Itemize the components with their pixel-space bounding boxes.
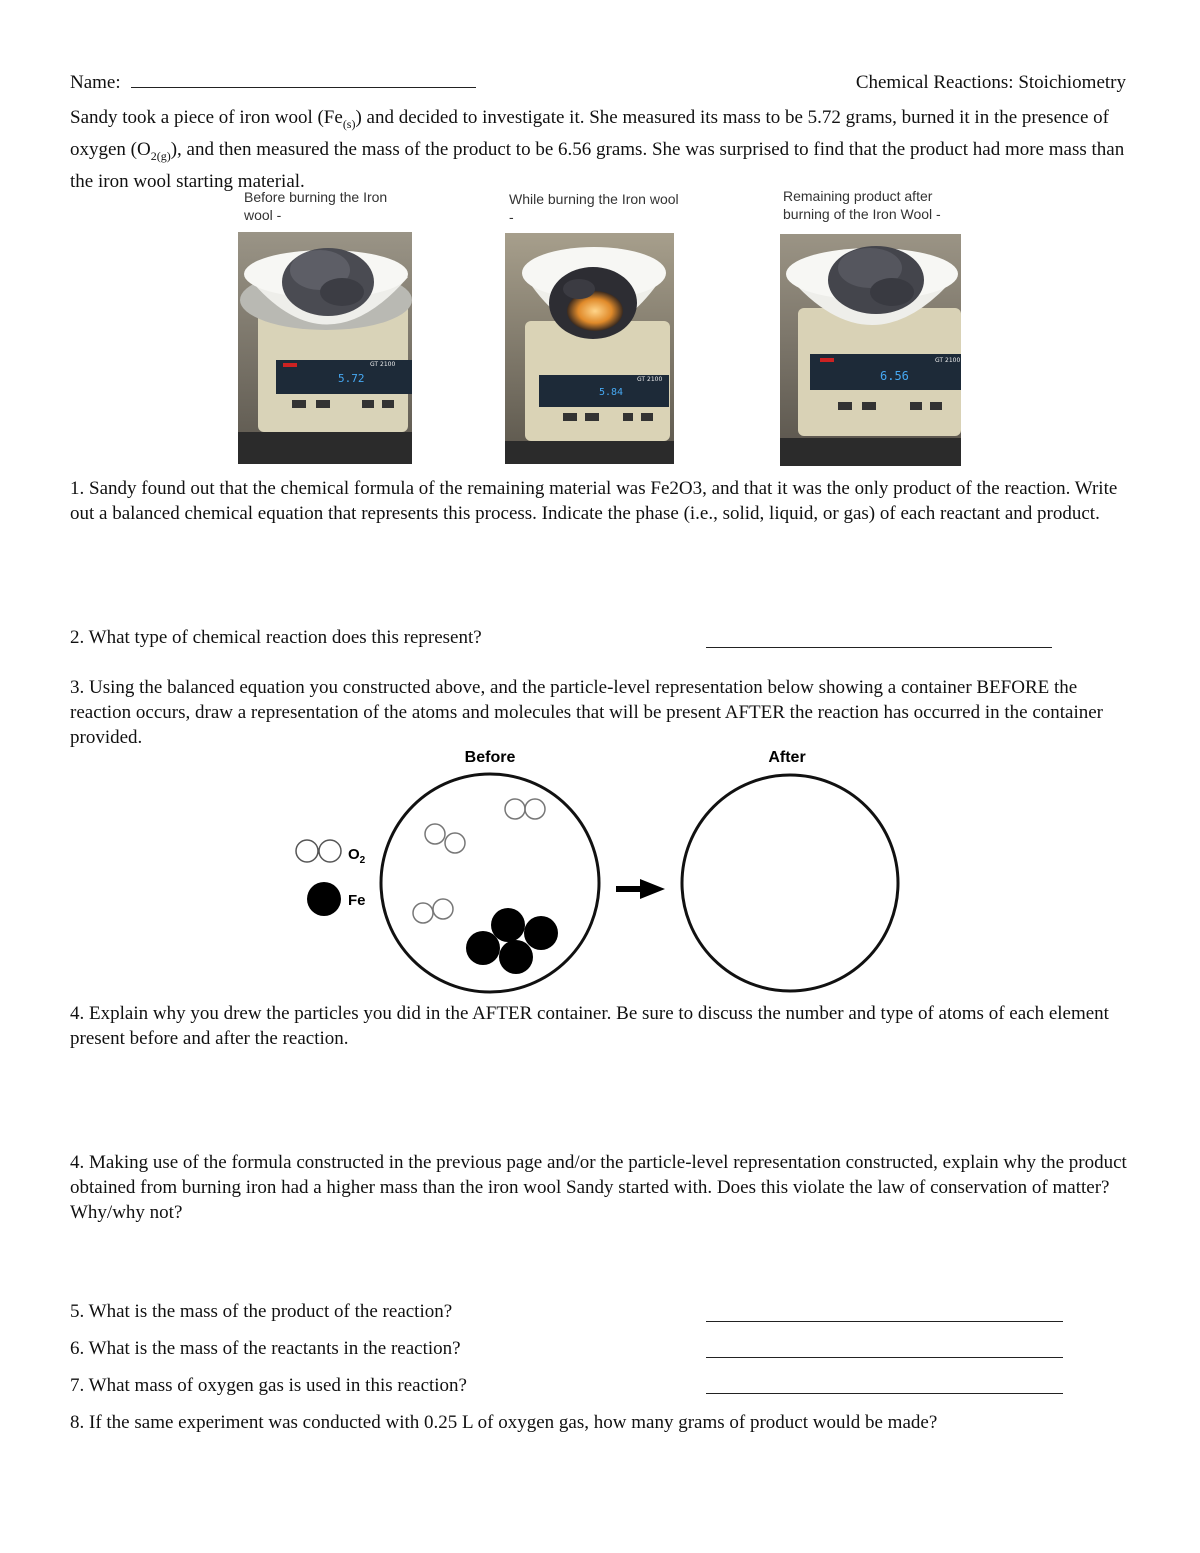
- legend-fe-atom: [307, 882, 341, 916]
- scale-reading-after: 6.56: [880, 369, 909, 383]
- photo-before-burning: [238, 232, 412, 464]
- scale-brand-before: GT 2100: [370, 361, 396, 368]
- photo-caption-after: Remaining product after burning of the Iron Wool -: [783, 188, 941, 222]
- question-4-conservation: 4. Making use of the formula constructed in the previous page and/or the particle-level representation constructed, explain why the product obtained from burning iron had a higher mass than the iron wool Sandy started with. Does this violate the law of conservation of matter? Why/why not?: [70, 1152, 1127, 1223]
- reaction-arrow: [616, 879, 665, 899]
- scale-brand-after: GT 2100: [935, 357, 961, 364]
- before-fe-atom: [466, 931, 500, 965]
- photo-after-burning: [780, 234, 961, 466]
- question-1: 1. Sandy found out that the chemical formula of the remaining material was Fe2O3, and that it was the only product of the reaction. Write out a balanced chemical equation that represents this process. Indicate the phase (i.e., solid, liquid, or gas) of each reactant and product.: [70, 478, 1118, 524]
- after-container[interactable]: [682, 775, 898, 991]
- before-o2-molecule: [413, 899, 453, 923]
- legend-o2-label: $O_2$: [348, 846, 366, 866]
- question-6: 6. What is the mass of the reactants in the reaction?: [70, 1338, 461, 1359]
- intro-paragraph: [70, 105, 1130, 194]
- before-o2-molecule: [505, 799, 545, 819]
- question-4-explain: 4. Explain why you drew the particles you did in the AFTER container. Be sure to discuss the number and type of atoms of each element present before and after the reaction.: [70, 1003, 1109, 1049]
- o2-subscript: 2(g): [150, 148, 171, 163]
- legend-o2-atom-left: [296, 840, 318, 862]
- course-title: Chemical Reactions: Stoichiometry: [855, 72, 1126, 93]
- fe-subscript: (s): [342, 116, 356, 131]
- scale-reading-during: 5.84: [599, 387, 624, 398]
- intro-text-1: Sandy took a piece of iron wool (Fe: [70, 107, 343, 128]
- before-o2-molecule: [425, 824, 465, 853]
- before-fe-atom: [499, 940, 533, 974]
- question-3: 3. Using the balanced equation you constructed above, and the particle-level representation below showing a container BEFORE the reaction occurs, draw a representation of the atoms and molecules that will be present AFTER the reaction has occurred in the container provided.: [70, 677, 1104, 748]
- scale-with-iron-wool-image: [238, 232, 412, 464]
- particle-diagram: [280, 742, 920, 997]
- photo-caption-during: While burning the Iron wool -: [509, 191, 679, 225]
- scale-brand-during: GT 2100: [637, 376, 663, 383]
- question-2: 2. What type of chemical reaction does this represent?: [70, 627, 482, 648]
- scale-burning-iron-wool-image: [505, 233, 674, 464]
- question-8: 8. If the same experiment was conducted with 0.25 L of oxygen gas, how many grams of product would be made?: [70, 1412, 938, 1433]
- answer-line-q2[interactable]: [706, 647, 1052, 648]
- legend-o2-atom-right: [319, 840, 341, 862]
- answer-line-q7[interactable]: [706, 1393, 1063, 1394]
- name-label-row: [70, 72, 476, 94]
- intro-text-2: ) and decided to investigate it. She measured its mass to be 5.72 grams, burned it in the presence of oxygen (O: [70, 107, 1109, 160]
- scale-reading-before: 5.72: [338, 372, 365, 385]
- before-fe-atom: [524, 916, 558, 950]
- after-label: After: [768, 749, 806, 766]
- name-blank[interactable]: [131, 87, 476, 88]
- before-label: Before: [464, 749, 516, 766]
- legend-fe-label: Fe: [348, 892, 366, 909]
- answer-line-q6[interactable]: [706, 1357, 1063, 1358]
- before-fe-atom: [491, 908, 525, 942]
- intro-text-3: ), and then measured the mass of the product to be 6.56 grams. She was surprised to find that the product had more mass than the iron wool starting material.: [70, 138, 1125, 192]
- photo-while-burning: [505, 233, 674, 464]
- answer-line-q5[interactable]: [706, 1321, 1063, 1322]
- scale-with-product-image: [780, 234, 961, 466]
- legend-o2: [296, 840, 366, 866]
- photo-caption-before: Before burning the Iron wool -: [244, 189, 388, 223]
- question-7: 7. What mass of oxygen gas is used in this reaction?: [70, 1375, 467, 1396]
- legend-fe: [307, 882, 366, 916]
- name-label: Name:: [70, 72, 121, 93]
- question-5: 5. What is the mass of the product of the reaction?: [70, 1301, 453, 1322]
